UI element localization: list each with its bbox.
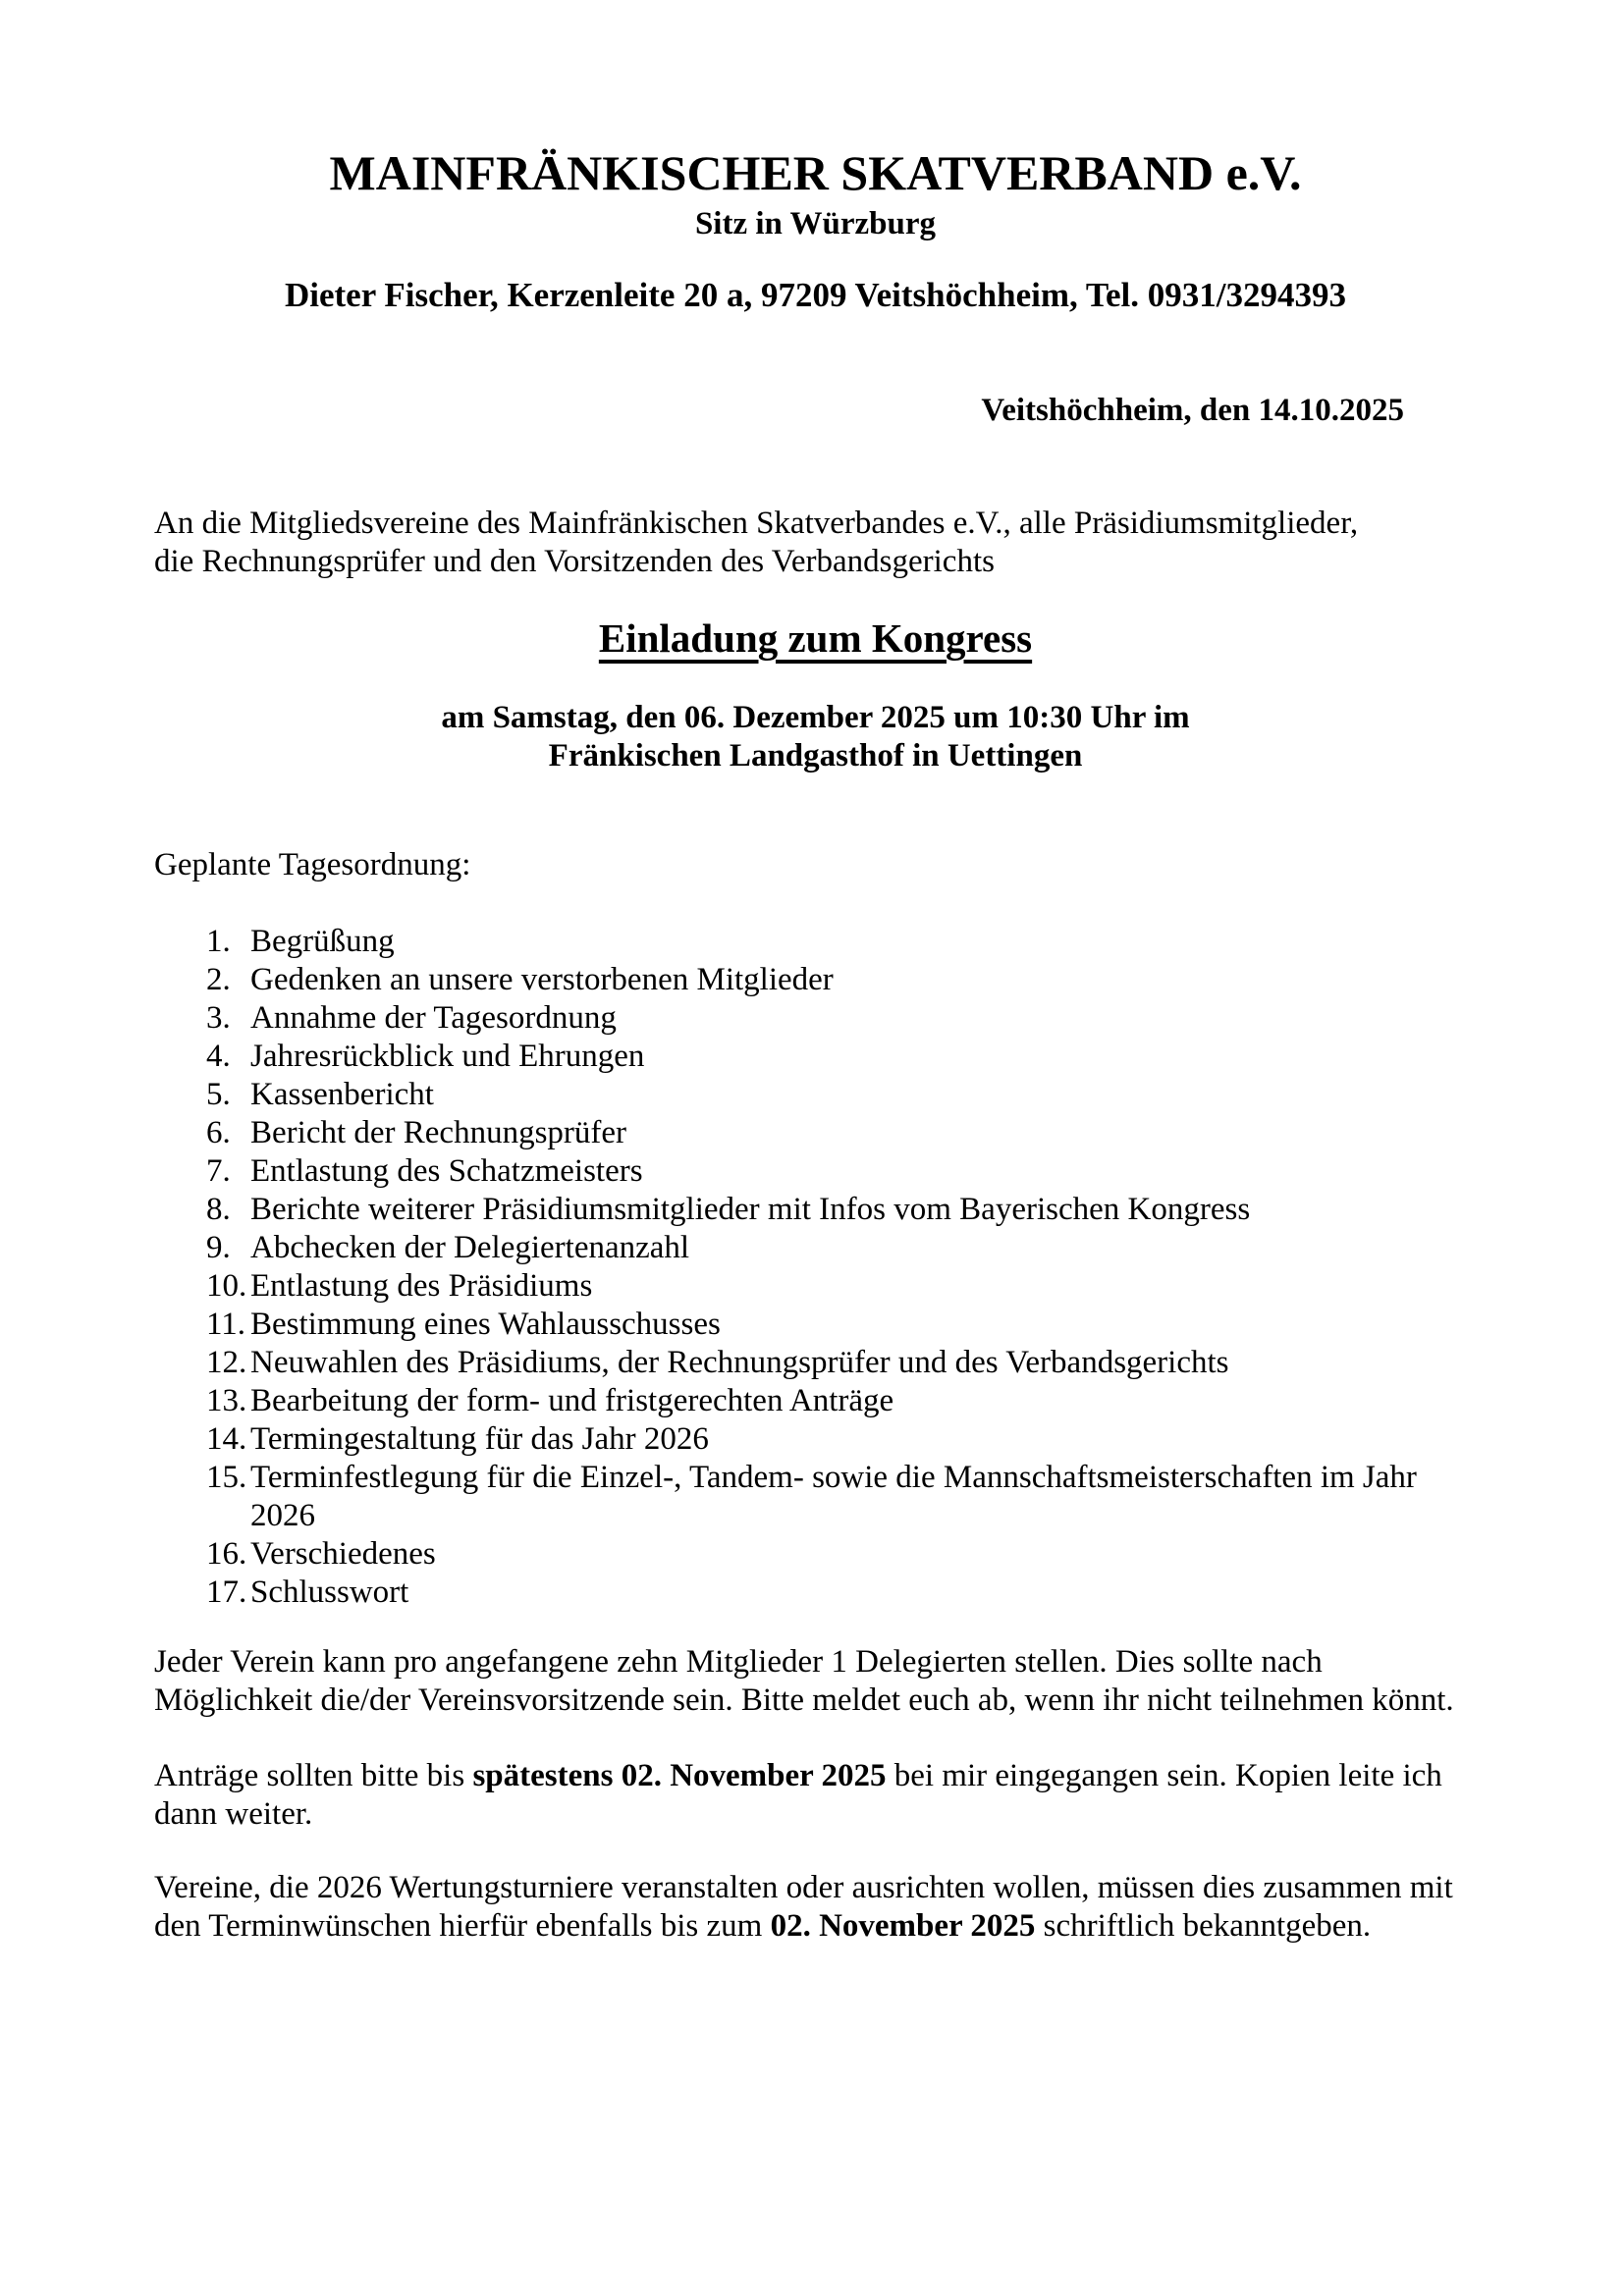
agenda-item (154, 1420, 1477, 1459)
deadline-text-after: bei mir eingegangen sein. Kopien leite ich (886, 1758, 1442, 1793)
agenda-item-text: Schlusswort (250, 1575, 409, 1610)
contact-line: Dieter Fischer, Kerzenleite 20 a, 97209 Veitshöchheim, Tel. 0931/3294393 (284, 276, 1346, 314)
agenda-item-number: 2. (206, 962, 231, 997)
agenda-item-text: Bearbeitung der form- und fristgerechten Anträge (250, 1383, 894, 1418)
meeting-details (154, 699, 1477, 775)
agenda-item-number: 12. (206, 1345, 247, 1380)
agenda-item-text: Abchecken der Delegiertenanzahl (250, 1230, 690, 1265)
recipient-block (154, 505, 1477, 581)
agenda-item (154, 961, 1477, 999)
agenda-item (154, 1382, 1477, 1420)
paragraph-deadline-line-2: dann weiter. (154, 1796, 313, 1832)
agenda-item-text: Entlastung des Präsidiums (250, 1268, 593, 1304)
agenda-item-text: Entlastung des Schatzmeisters (250, 1153, 643, 1189)
agenda-item-number: 16. (206, 1536, 247, 1572)
agenda-item-text: Verschiedenes (250, 1536, 436, 1572)
paragraph-tournaments (154, 1869, 1477, 1946)
agenda-item-number: 4. (206, 1039, 231, 1074)
agenda-item-text: Annahme der Tagesordnung (250, 1000, 617, 1036)
agenda-item-number: 15. (206, 1460, 247, 1495)
agenda-heading: Geplante Tagesordnung: (154, 847, 471, 882)
agenda-item-number: 3. (206, 1000, 231, 1036)
agenda-item-number: 10. (206, 1268, 247, 1304)
agenda-item-number: 7. (206, 1153, 231, 1189)
agenda-item (154, 923, 1477, 961)
agenda-item (154, 1306, 1477, 1344)
paragraph-tournaments-line-1: Vereine, die 2026 Wertungsturniere veranstalten oder ausrichten wollen, müssen dies zusammen mit (154, 1870, 1453, 1905)
agenda-item-text: Bestimmung eines Wahlausschusses (250, 1307, 721, 1342)
paragraph-deadline (154, 1757, 1477, 1834)
agenda-item (154, 1535, 1477, 1574)
meeting-venue: Fränkischen Landgasthof in Uettingen (548, 738, 1083, 774)
org-seat: Sitz in Würzburg (694, 206, 937, 241)
agenda-item (154, 1574, 1477, 1612)
deadline-text-before: Anträge sollten bitte bis (154, 1758, 473, 1793)
agenda-item (154, 1344, 1477, 1382)
agenda-item (154, 1267, 1477, 1306)
agenda-item-number: 17. (206, 1575, 247, 1610)
agenda-item-number: 8. (206, 1192, 231, 1227)
deadline-date-bold: spätestens 02. November 2025 (472, 1758, 887, 1793)
dateline: Veitshöchheim, den 14.10.2025 (981, 393, 1404, 428)
recipient-line-2: die Rechnungsprüfer und den Vorsitzenden des Verbandsgerichts (154, 544, 995, 579)
agenda-item (154, 1191, 1477, 1229)
meeting-datetime: am Samstag, den 06. Dezember 2025 um 10:30 Uhr im (441, 700, 1190, 735)
agenda-item-text: Berichte weiterer Präsidiumsmitglieder mit Infos vom Bayerischen Kongress (250, 1192, 1251, 1227)
agenda-item-number: 9. (206, 1230, 231, 1265)
agenda-item-number: 1. (206, 924, 231, 959)
agenda-item-number: 11. (206, 1307, 246, 1342)
tournaments-date-bold: 02. November 2025 (770, 1908, 1036, 1944)
agenda-item (154, 1114, 1477, 1152)
invitation-title: Einladung zum Kongress (598, 615, 1033, 661)
paragraph-delegates (154, 1643, 1477, 1720)
recipient-line-1: An die Mitgliedsvereine des Mainfränkischen Skatverbandes e.V., alle Präsidiumsmitglieder, (154, 506, 1359, 541)
agenda-item-text: Jahresrückblick und Ehrungen (250, 1039, 645, 1074)
org-name: MAINFRÄNKISCHER SKATVERBAND e.V. (329, 145, 1302, 200)
agenda-item-text: Kassenbericht (250, 1077, 434, 1112)
tournaments-text-after: schriftlich bekanntgeben. (1035, 1908, 1372, 1944)
agenda-item-text: Neuwahlen des Präsidiums, der Rechnungsprüfer und des Verbandsgerichts (250, 1345, 1229, 1380)
agenda-item-text: Terminfestlegung für die Einzel-, Tandem- sowie die Mannschaftsmeisterschaften im Jahr 2026 (250, 1460, 1417, 1533)
paragraph-delegates-line-1: Jeder Verein kann pro angefangene zehn Mitglieder 1 Delegierten stellen. Dies sollte nach (154, 1644, 1323, 1680)
agenda-item (154, 1229, 1477, 1267)
tournaments-text-before: den Terminwünschen hierfür ebenfalls bis zum (154, 1908, 771, 1944)
agenda-item-text: Termingestaltung für das Jahr 2026 (250, 1421, 709, 1457)
agenda-item (154, 1038, 1477, 1076)
agenda-item (154, 1152, 1477, 1191)
agenda-item (154, 999, 1477, 1038)
agenda-item-number: 13. (206, 1383, 247, 1418)
agenda-item-text: Gedenken an unsere verstorbenen Mitglieder (250, 962, 834, 997)
agenda-item-text: Begrüßung (250, 924, 395, 959)
agenda-list (154, 923, 1477, 1612)
paragraph-delegates-line-2: Möglichkeit die/der Vereinsvorsitzende sein. Bitte meldet euch ab, wenn ihr nicht teilnehmen könnt. (154, 1682, 1454, 1718)
agenda-item-number: 14. (206, 1421, 247, 1457)
agenda-item (154, 1459, 1477, 1535)
agenda-item-number: 6. (206, 1115, 231, 1150)
agenda-item-number: 5. (206, 1077, 231, 1112)
agenda-item-text: Bericht der Rechnungsprüfer (250, 1115, 627, 1150)
agenda-item (154, 1076, 1477, 1114)
